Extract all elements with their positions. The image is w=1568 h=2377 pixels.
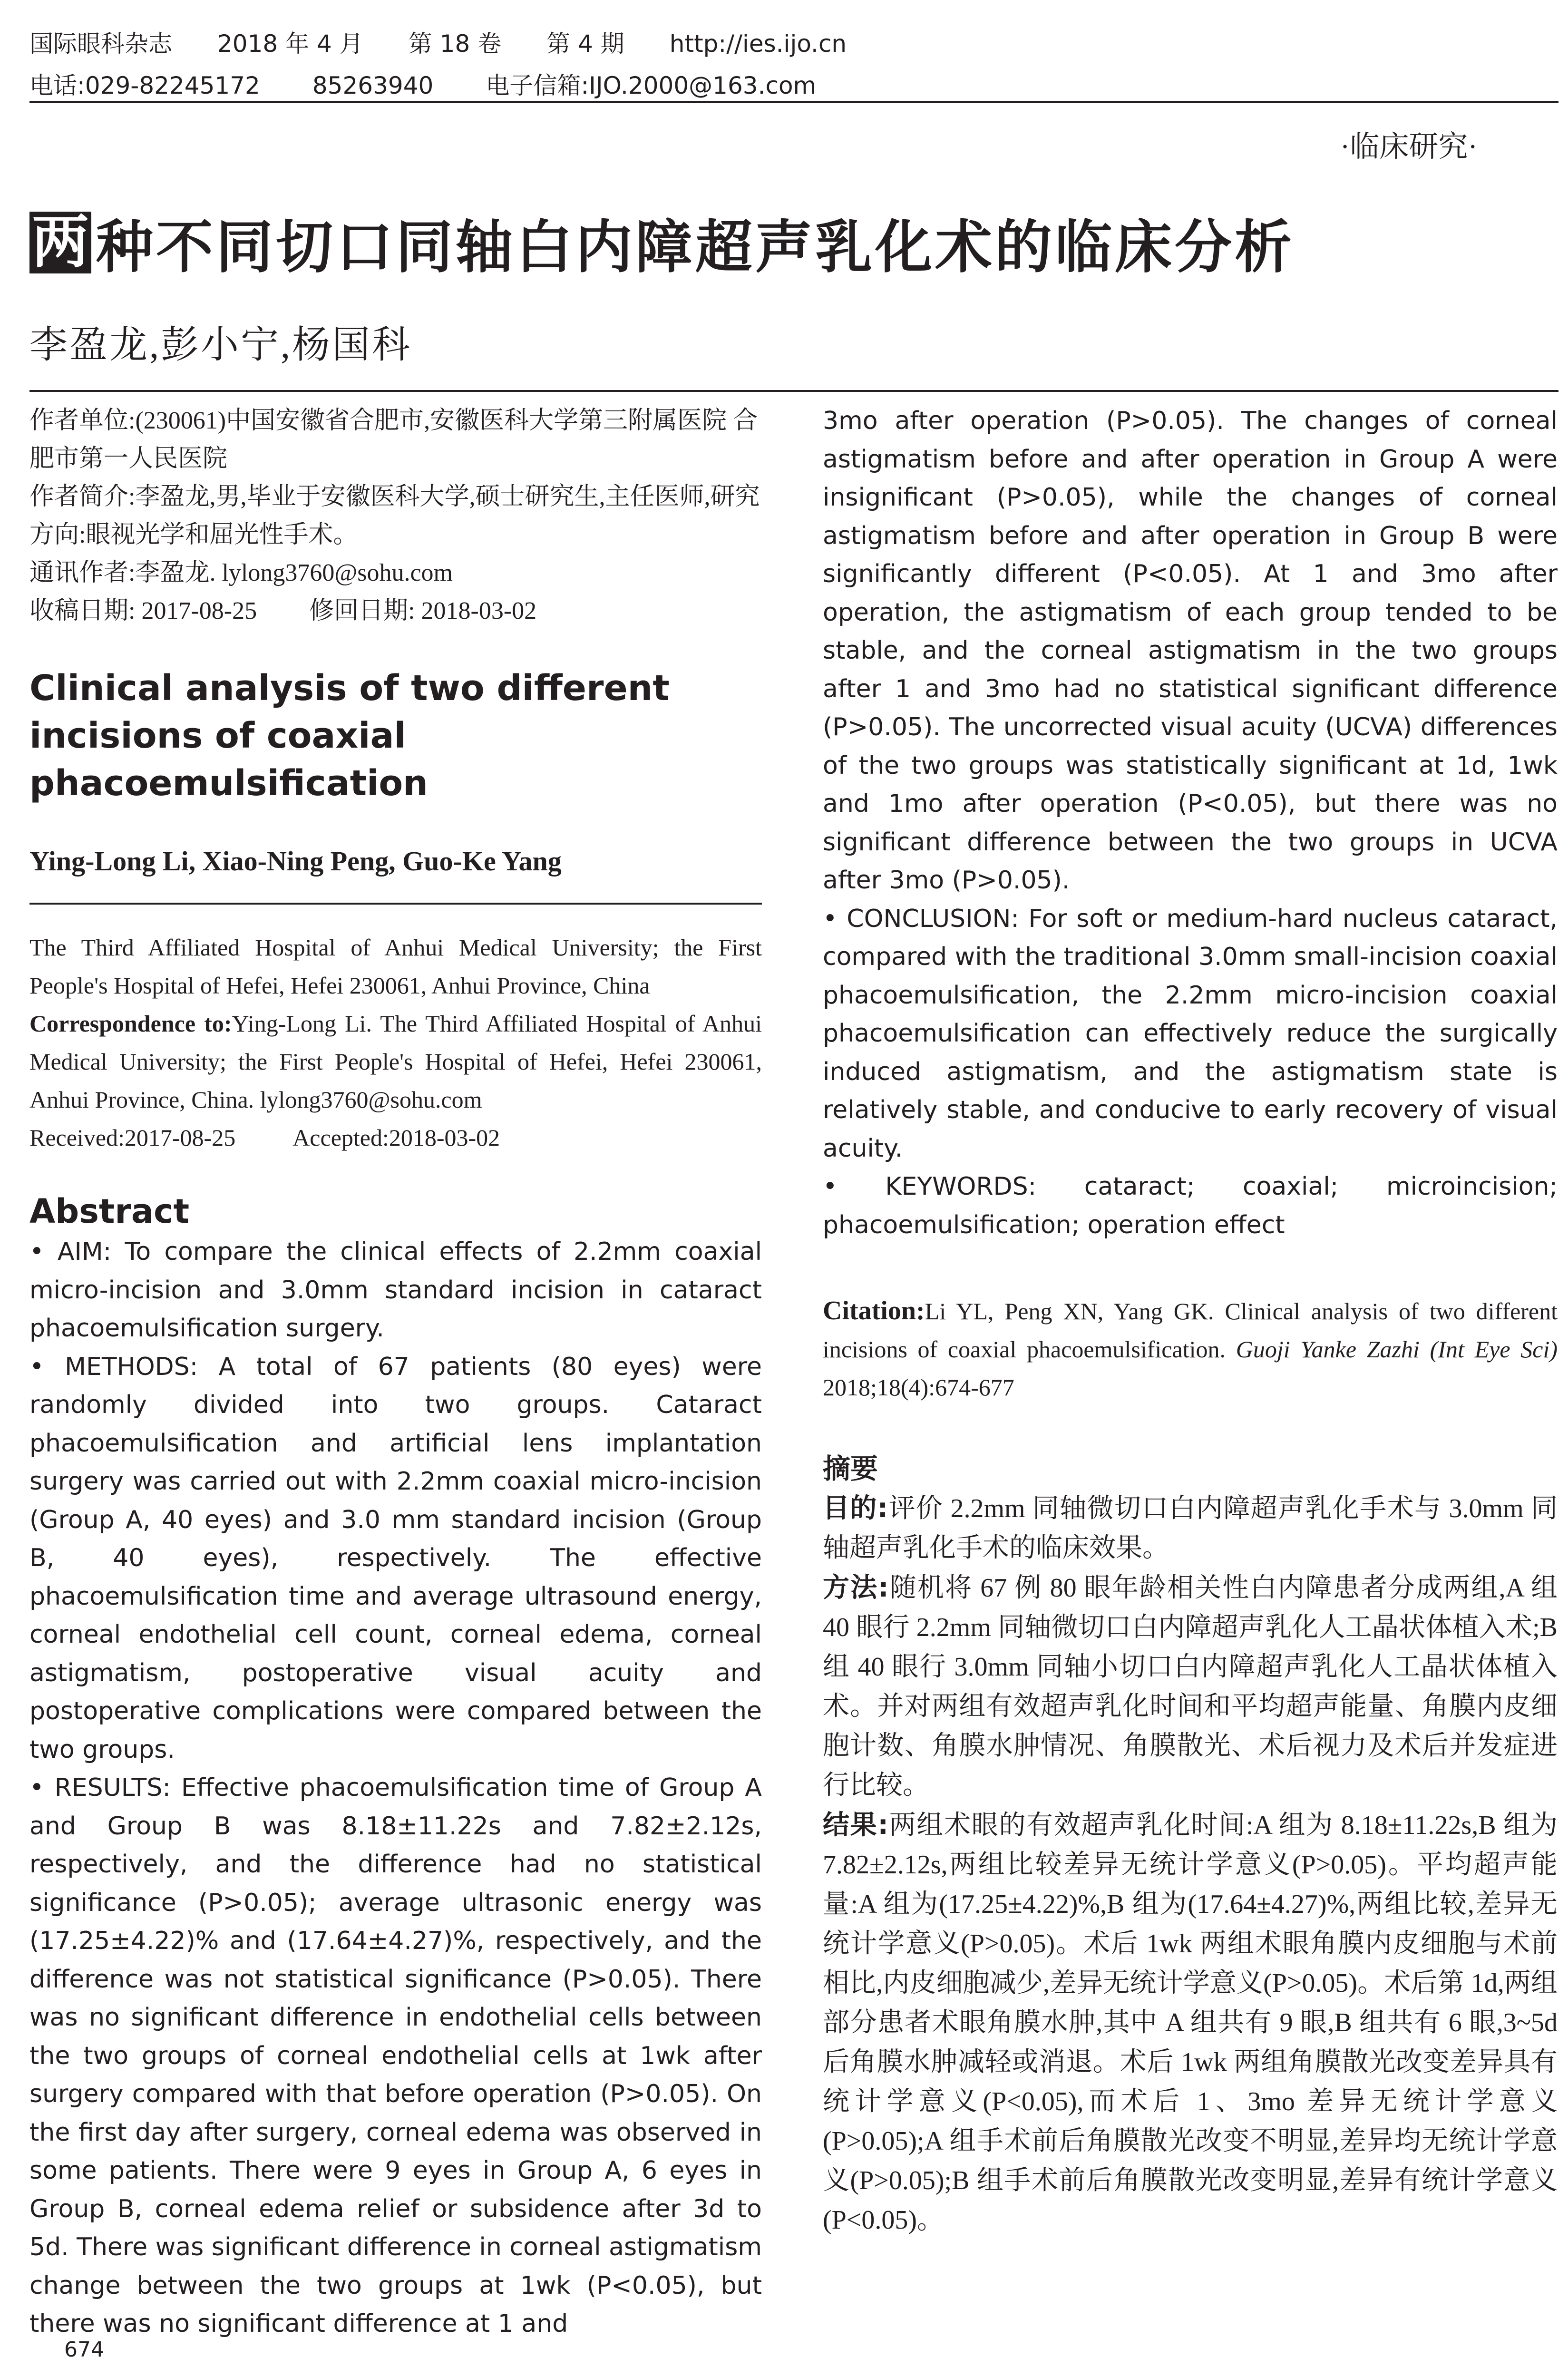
title-en: Clinical analysis of two different incisions of coaxial phacoemulsification [29,668,670,804]
abstract-cn-results: 结果:两组术眼的有效超声乳化时间:A 组为 8.18±11.22s,B 组为 7.82±2.12s,两组比较差异无统计学意义(P>0.05)。平均超声能量:A 组为(17.25±4.22)%,B 组为(17.64±4.27)%,两组比较,差异无统计学意义(P>0.05)。术后 1wk 两组术眼角膜内皮细胞与术前相比,内皮细胞减少,差异无统计学意义(P>0.05)。术后第 1d,两组部分患者术眼角膜水肿,其中 A 组共有 9 眼,B 组共有 6 眼,3~5d 后角膜水肿减轻或消退。术后 1wk 两组角膜散光改变差异具有统计学意义(P<0.05),而术后 1、3mo 差异无统计学意义(P>0.05);A 组手术前后角膜散光改变不明显,差异均无统计学意义(P>0.05);B 组手术前后角膜散光改变明显,差异有统计学意义(P<0.05)。 [823,1810,1558,2235]
author-bio: 作者简介:李盈龙,男,毕业于安徽医科大学,硕士研究生,主任医师,研究方向:眼视光学和屈光性手术。 [29,483,760,548]
volume: 第 18 卷 [408,30,502,58]
abstract-conclusion: • CONCLUSION: For soft or medium-hard nucleus cataract, compared with the traditional 3.0mm small-incision coaxial phacoemulsification, the 2.2mm micro-incision coaxial phacoemulsification can effectively reduce the surgically induced astigmatism, and the astigmatism state is relatively stable, and conducive to early recovery of visual acuity. [823,904,1558,1163]
header-rule [29,101,1558,103]
title-cn [29,200,1295,285]
abstract-results-part-1: • RESULTS: Effective phacoemulsification time of Group A and Group B was 8.18±11.22s and 7.82±2.12s, respectively, and the difference had no statistical significance (P>0.05); average ultrasonic energy was (17.25±4.22)% and (17.64±4.27)%, respectively, and the difference was not statistical significance (P>0.05). There was no significant difference in endothelial cells between the two groups of corneal endothelial cells at 1wk after surgery compared with that before operation (P>0.05). On the first day after surgery, corneal edema was observed in some patients. There were 9 eyes in Group A, 6 eyes in Group B, corneal edema relief or subsidence after 3d to 5d. There was significant difference in corneal astigmatism change between the two groups at 1wk (P<0.05), but there was no significant difference at 1 and [29,1773,762,2338]
dates-cn: 收稿日期: 2017-08-25 修回日期: 2018-03-02 [29,597,537,624]
journal-name: 国际眼科杂志 [29,30,172,58]
corresponding-author-cn: 通讯作者:李盈龙. lylong3760@sohu.com [29,559,453,586]
citation: Citation:Li YL, Peng XN, Yang GK. Clinical analysis of two different incisions of coaxial phacoemulsification. Guoji Yanke Zazhi (Int Eye Sci) 2018;18(4):674-677 [823,1296,1558,1401]
journal-header-line-1 [29,25,847,59]
author-unit: 作者单位:(230061)中国安徽省合肥市,安徽医科大学第三附属医院 合肥市第一人民医院 [29,407,758,472]
abstract-cn-heading: 摘要 [823,1452,878,1485]
title-first-char: 两 [29,212,91,273]
abstract-keywords: • KEYWORDS: cataract; coaxial; microincision; phacoemulsification; operation effect [823,1172,1558,1239]
abstract-cn-aim: 目的:评价 2.2mm 同轴微切口白内障超声乳化手术与 3.0mm 同轴超声乳化手术的临床效果。 [823,1493,1558,1563]
journal-header-line-2 [29,67,816,101]
phone-2: 85263940 [312,72,434,99]
authors-cn: 李盈龙,彭小宁,杨国科 [29,324,412,366]
right-column [823,402,1558,2240]
correspondence-en: Correspondence to:Ying-Long Li. The Third Affiliated Hospital of Anhui Medical University; the First People's Hospital of Hefei, Hefei 230061, Anhui Province, China. lylong3760@sohu.com [29,1010,762,1113]
abstract-cn-methods: 方法:随机将 67 例 80 眼年龄相关性白内障患者分成两组,A 组 40 眼行 2.2mm 同轴微切口白内障超声乳化人工晶状体植入术;B 组 40 眼行 3.0mm 同轴小切口白内障超声乳化人工晶状体植入术。并对两组有效超声乳化时间和平均超声能量、角膜内皮细胞计数、角膜水肿情况、角膜散光、术后视力及术后并发症进行比较。 [823,1572,1558,1800]
journal-url[interactable]: http://ies.ijo.cn [669,30,847,58]
dates-en: Received:2017-08-25 Accepted:2018-03-02 [29,1124,500,1151]
email[interactable]: 电子信箱:IJO.2000@163.com [486,72,817,99]
abstract-methods: • METHODS: A total of 67 patients (80 eyes) were randomly divided into two groups. Cataract phacoemulsification and artificial lens implantation surgery was carried out with 2.2mm coaxial micro-incision (Group A, 40 eyes) and 3.0 mm standard incision (Group B, 40 eyes), respectively. The effective phacoemulsification time and average ultrasound energy, corneal endothelial cell count, corneal edema, corneal astigmatism, postoperative visual acuity and postoperative complications were compared between the two groups. [29,1352,762,1764]
title-rest: 种不同切口同轴白内障超声乳化术的临床分析 [96,214,1295,281]
phone: 电话:029-82245172 [29,72,260,99]
issue: 第 4 期 [546,30,624,58]
abstract-heading: Abstract [29,1192,190,1231]
page-number: 674 [64,2338,104,2362]
left-column [29,402,762,2343]
section-label: ·临床研究· [1340,131,1478,163]
abstract-aim: • AIM: To compare the clinical effects of 2.2mm coaxial micro-incision and 3.0mm standard incision in cataract phacoemulsification surgery. [29,1237,762,1343]
title-rule [29,390,1558,392]
affiliation-en: The Third Affiliated Hospital of Anhui Medical University; the First People's Hospital of Hefei, Hefei 230061, Anhui Province, China [29,934,762,999]
abstract-results-part-2: 3mo after operation (P>0.05). The changes of corneal astigmatism before and after operation in Group A were insignificant (P>0.05), while the changes of corneal astigmatism before and after operation in Group B were significantly different (P<0.05). At 1 and 3mo after operation, the astigmatism of each group tended to be stable, and the corneal astigmatism in the two groups after 1 and 3mo had no statistical significant difference (P>0.05). The uncorrected visual acuity (UCVA) differences of the two groups was statistically significant at 1d, 1wk and 1mo after operation (P<0.05), but there was no significant difference between the two groups in UCVA after 3mo (P>0.05). [823,407,1558,895]
authors-en: Ying-Long Li, Xiao-Ning Peng, Guo-Ke Yang [29,846,562,877]
issue-date: 2018 年 4 月 [217,30,363,58]
